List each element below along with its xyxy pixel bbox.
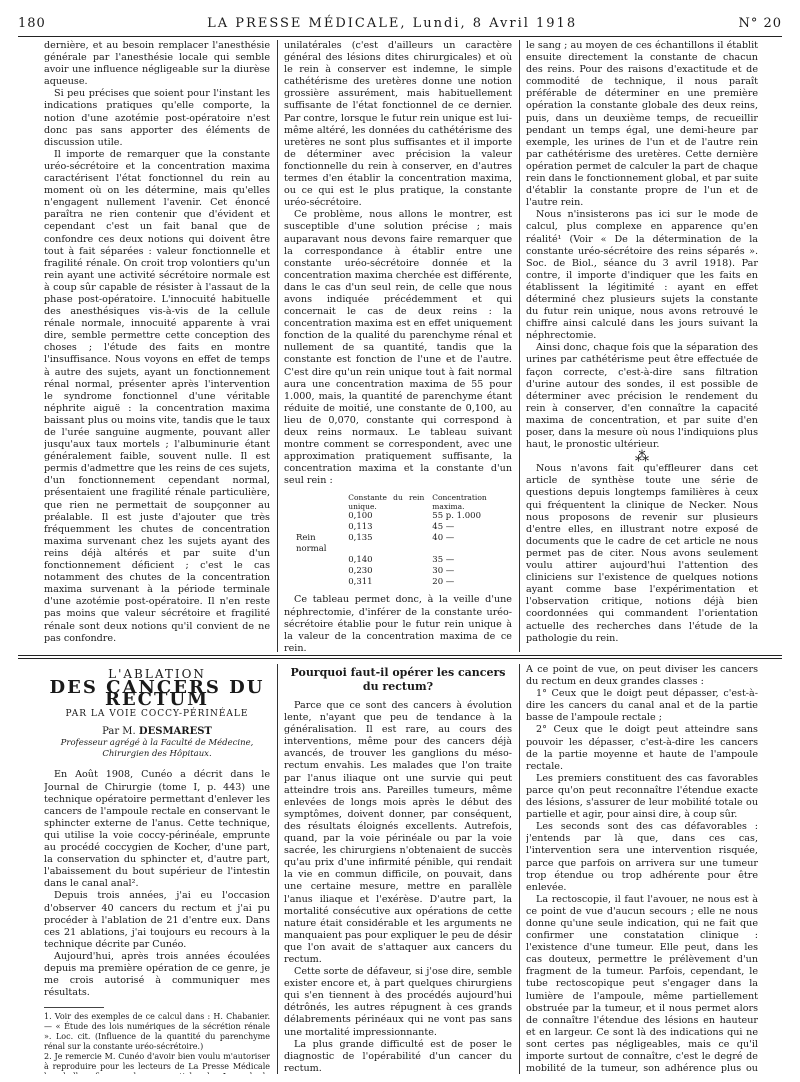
page-number: 180 [18, 15, 46, 31]
column-divider [277, 664, 278, 1074]
paragraph: le sang ; au moyen de ces échantillons il établit ensuite directement la constante de chacun des reins. Pour des raisons d'exactitude et de commodité de technique, il nous paraît préférable de déterminer en une première opération la constante globale des deux reins, puis, dans un deuxième temps, de recueillir pendant un temps égal, une demi-heure par exemple, les urines de l'un et de l'autre rein par cathétérisme des uretères. Cette dernière opération permet de calculer la part de chaque rein dans le fonctionnement global, et par suite d'établir la constante propre de l'un et de l'autre rein. [526, 40, 758, 209]
paragraph: Les premiers constituent des cas favorables parce qu'on peut reconnaître l'étendue exacte des lésions, s'assurer de leur mobilité totale ou partielle et agir, pour ainsi dire, à coup sûr. [526, 772, 758, 821]
article-kicker: L'ABLATION [108, 667, 206, 681]
paragraph: 1° Ceux que le doigt peut dépasser, c'est-à-dire les cancers du canal anal et de la partie basse de l'ampoule rectale ; [526, 688, 758, 724]
section-rule [18, 655, 782, 656]
paragraph: unilatérales (c'est d'ailleurs un caractère général des lésions dites chirurgicales) et où le rein à conserver est indemne, le simple cathétérisme des uretères donne une notion grossière assurément, mais habituellement suffisante de l'état fonctionnel de ce dernier. Par contre, lorsque le futur rein unique est lui-même altéré, les données du cathétérisme des uretères ne sont plus suffisantes et il importe de déterminer avec précision la valeur fonctionnelle du rein à conserver, en d'autres termes d'en établir la concentration maxima, ou ce qui est le plus pratique, la constante uréo-sécrétoire. [284, 40, 512, 209]
section-heading: Pourquoi faut-il opérer les cancers du rectum? [290, 666, 506, 693]
paragraph: Depuis trois années, j'ai eu l'occasion d'observer 40 cancers du rectum et j'ai pu procéder à l'ablation de 21 d'entre eux. Dans ces 21 ablations, j'ai toujours eu recours à la technique décrite par Cunéo. [44, 890, 270, 950]
header-rule [18, 36, 782, 37]
asterism: ⁂ [635, 449, 649, 466]
article-title: DES CANCERS DU RECTUM [49, 677, 265, 711]
table-header-concentration: Concentration maxima. [432, 493, 487, 512]
top-column-2 [284, 40, 512, 652]
paragraph: Nous n'avons fait qu'effleurer dans cet article de synthèse toute une série de questions depuis longtemps familières à ceux qui fréquentent la clinique de Necker. Nous nous proposons de revenir sur plusieurs d'entre elles, en illustrant notre exposé de documents que le cadre de cet article ne nous permet pas de citer. Nous avons seulement voulu attirer aujourd'hui l'attention des cliniciens sur l'existence de quelques notions ayant comme base l'expérimentation et l'observation critique, notions déjà bien coordonnées qui commandent l'orientation actuelle des recherches dans l'étude de la pathologie du rein. [526, 463, 758, 644]
author-affiliation [44, 738, 270, 759]
paragraph: Ce problème, nous allons le montrer, est susceptible d'une solution précise ; mais auparavant nous devons faire remarquer que la correspondance à établir entre une constante uréo-sécrétoire donnée et la concentration maxima cherchée est différente, dans le cas d'un seul rein, de celle que nous avons indiquée précédemment et qui concernait le cas de deux reins : la concentration maxima est en effet uniquement fonction de la qualité du parenchyme rénal et nullement de sa quantité, tandis que la constante est fonction de l'une et de l'autre. C'est dire qu'un rein unique tout à fait normal aura une concentration maxima de 55 pour 1.000, mais, la quantité de parenchyme étant réduite de moitié, une constante de 0,100, au lieu de 0,070, constante qui correspond à deux reins normaux. Le tableau suivant montre comment se correspondent, avec une approximation pratiquement suffisante, la concentration maxima et la constante d'un seul rein : [284, 209, 512, 487]
footnote: 1. Voir des exemples de ce calcul dans : H. Chabanier. — « Étude des lois numériques de la sécrétion rénale ». Loc. cit. (Influence de la quantité du parenchyme rénal sur la constante uréo-sécrétoire.) [44, 1012, 270, 1052]
author-name: DESMAREST [138, 726, 212, 738]
table-cell: 0,230 [348, 566, 373, 577]
paragraph: 2° Ceux que le doigt peut atteindre sans pouvoir les dépasser, c'est-à-dire les cancers de la partie moyenne et haute de l'ampoule rectale. [526, 724, 758, 772]
table-cell: 0,135 [348, 533, 373, 544]
paragraph: La plus grande difficulté est de poser le diagnostic de l'opérabilité d'un cancer du rectum. [284, 1038, 512, 1074]
constant-table [292, 493, 512, 588]
top-column-1 [44, 40, 270, 652]
table-cell: 30 — [432, 566, 455, 577]
paragraph: En Août 1908, Cunéo a décrit dans le Journal de Chirurgie (tome I, p. 443) une technique opératoire permettant d'enlever les cancers de l'ampoule rectale en conservant le sphincter externe de l'anus. Cette technique, qui utilise la voie coccy-périnéale, emprunte au procédé coccygien de Kocher, d'une part, la conservation du sphincter et, d'autre part, l'abaissement du bout supérieur de l'intestin dans le canal anal². [44, 769, 270, 890]
journal-title: LA PRESSE MÉDICALE, Lundi, 8 Avril 1918 [207, 15, 578, 31]
table-cell: 20 — [432, 577, 455, 588]
table-cell: 40 — [432, 533, 455, 544]
paragraph: La rectoscopie, il faut l'avouer, ne nous est à ce point de vue d'aucun secours ; elle ne nous donne qu'une seule indication, qui ne fait que confirmer une constatation clinique : l'existence d'une tumeur. Elle peut, dans les cas douteux, permettre le prélèvement d'un fragment de la tumeur. Parfois, cependant, le tube rectoscopique peut s'engager dans la lumière de l'ampoule, même partiellement obstruée par la tumeur, et il nous permet alors de connaître l'étendue des lésions en hauteur et en largeur. Ce sont là des indications qui ne sont certes pas négligeables, mais ce qu'il importe surtout de connaître, c'est le degré de mobilité de la tumeur, son adhérence plus ou [526, 893, 758, 1074]
paragraph: Ce tableau permet donc, à la veille d'une néphrectomie, d'inférer de la constante uréo-sécrétoire établie pour le futur rein unique à la valeur de la concentration maxima de ce rein. [284, 594, 512, 652]
section-rule [18, 658, 782, 659]
paragraph: A ce point de vue, on peut diviser les cancers du rectum en deux grandes classes : [526, 664, 758, 688]
article-column-3 [526, 664, 758, 1074]
table-cell: 55 p. 1.000 [432, 511, 481, 522]
affiliation-line: Chirurgien des Hôpitaux. [102, 748, 212, 759]
paragraph: Nous n'insisterons pas ici sur le mode de calcul, plus complexe en apparence qu'en réalité¹ (Voir « De la détermination de la constante uréo-sécrétoire des reins séparés ». Soc. de Biol., séance du 3 avril 1918). Par contre, il importe d'indiquer que les faits en établissent la légitimité : ayant en effet déterminé chez plusieurs sujets la constante du futur rein unique, nous avons retrouvé le chiffre ainsi calculé dans les jours suivant la néphrectomie. [526, 209, 758, 342]
table-cell: 0,140 [348, 555, 373, 566]
paragraph: Il importe de remarquer que la constante uréo-sécrétoire et la concentration maxima caractérisent l'état fonctionnel du rein au moment où on les détermine, mais qu'elles n'engagent nullement l'avenir. Cet énoncé paraîtra ne rien contenir que d'évident et cependant c'est un fait banal que de confondre ces deux notions qui doivent être tout à fait séparées : valeur fonctionnelle et fragilité rénale. On croit trop volontiers qu'un rein ayant une activité sécrétoire normale est à coup sûr capable de résister à l'assaut de la phase post-opératoire. L'innocuité habituelle des anesthésiques vis-à-vis de la cellule rénale normale, innocuité apparente à vrai dire, semble permettre cette conception des choses ; l'étude des faits en montre l'insuffisance. Nous voyons en effet de temps à autre des sujets, ayant un fonctionnement rénal normal, présenter après l'intervention le syndrome fonctionnel d'une véritable néphrite aiguë : la concentration maxima baissant plus ou moins vite, tandis que le taux de l'urée sanguine augmente, pouvant aller jusqu'aux taux mortels ; l'albuminurie étant généralement faible, souvent nulle. Il est permis d'admettre que les reins de ces sujets, d'un fonctionnement cependant normal, présentaient une fragilité rénale particulière, que rien ne permettait de soupçonner au préalable. Il est juste d'ajouter que très fréquemment les chutes de concentration maxima survenant chez les sujets ayant des reins déjà altérés et par suite d'un fonctionnement déficient ; c'est le cas notamment des chutes de la concentration maxima survenant à la période terminale d'une azotémie post-opératoire. Il n'en reste pas moins que valeur sécrétoire et fragilité rénale sont deux notions qu'il convient de ne pas confondre. [44, 148, 270, 644]
table-row-label: Rein normal [296, 533, 327, 555]
issue-number: N° 20 [738, 15, 782, 31]
paragraph: Cette sorte de défaveur, si j'ose dire, semble exister encore et, à part quelques chirurgiens qui s'en tiennent à des procédés aujourd'hui détrônés, les autres répugnent à ces grands délabrements périnéaux qui ne vont pas sans une mortalité impressionnante. [284, 966, 512, 1038]
column-divider [519, 664, 520, 1074]
affiliation-line: Professeur agrégé à la Faculté de Médecine, [60, 738, 254, 749]
column-divider [519, 40, 520, 652]
top-column-3 [526, 40, 758, 652]
paragraph: Aujourd'hui, après trois années écoulées depuis ma première opération de ce genre, je me crois autorisé à communiquer mes résultats. [44, 950, 270, 999]
article-column-2 [284, 664, 512, 1074]
article-byline [44, 726, 270, 738]
article-subtitle: PAR LA VOIE COCCY-PÉRINÉALE [65, 709, 249, 720]
author-prefix: Par M. [102, 726, 136, 738]
table-cell: 35 — [432, 555, 455, 566]
article-column-1 [44, 664, 270, 1074]
footnote-separator [44, 1007, 104, 1008]
paragraph: Ainsi donc, chaque fois que la séparation des urines par cathétérisme peut être effectuée de façon correcte, c'est-à-dire sans filtration d'urine autour des sondes, il est possible de déterminer avec précision le rendement du rein à conserver, d'en connaître la capacité maxima de concentration, et par suite d'en poser, dans la mesure où nous l'indiquions plus haut, le pronostic ultérieur. [526, 342, 758, 451]
table-cell: 0,113 [348, 522, 373, 533]
column-divider [277, 40, 278, 652]
table-cell: 0,311 [348, 577, 373, 588]
footnote: 2. Je remercie M. Cunéo d'avoir bien voulu m'autoriser à reproduire pour les lecteurs de La Presse Médicale [44, 1052, 270, 1072]
paragraph: Les seconds sont des cas défavorables : j'entends par là que, dans ces cas, l'intervention sera une intervention risquée, parce que parfois on arrivera sur une tumeur trop étendue ou trop adhérente pour être enlevée. [526, 821, 758, 893]
table-cell: 0,100 [348, 511, 373, 522]
paragraph: Parce que ce sont des cancers à évolution lente, n'ayant que peu de tendance à la généralisation. Il est rare, au cours des interventions, même pour des cancers déjà avancés, de trouver les ganglions du méso-rectum envahis. Les malades que l'on traite par l'anus iliaque ont une survie qui peut atteindre trois ans. Pareilles tumeurs, même enlevées de longs mois après le début des symptômes, doivent donner, par conséquent, des résultats éloignés excellents. Autrefois, quand, par la voie périnéale ou par la voie sacrée, les chirurgiens n'obtenaient de succès qu'au prix d'une infirmité pénible, qui rendait la vie en commun difficile, on pouvait, dans une certaine mesure, mettre en parallèle l'anus iliaque et l'exérèse. D'autre part, la mortalité consécutive aux opérations de cette nature était considérable et les arguments ne manquaient pas pour expliquer le peu de désir que l'on avait de s'attaquer aux cancers du rectum. [284, 700, 512, 965]
paragraph: Si peu précises que soient pour l'instant les indications pratiques qu'elle comporte, la notion d'une azotémie post-opératoire n'est donc pas sans apporter des éléments de discussion utile. [44, 88, 270, 148]
page-header [18, 12, 782, 34]
table-cell: 45 — [432, 522, 455, 533]
paragraph: dernière, et au besoin remplacer l'anesthésie générale par l'anesthésie locale qui semble avoir une influence négligeable sur la diurèse aqueuse. [44, 40, 270, 88]
table-header-constant: Constante du rein unique. [348, 493, 425, 512]
